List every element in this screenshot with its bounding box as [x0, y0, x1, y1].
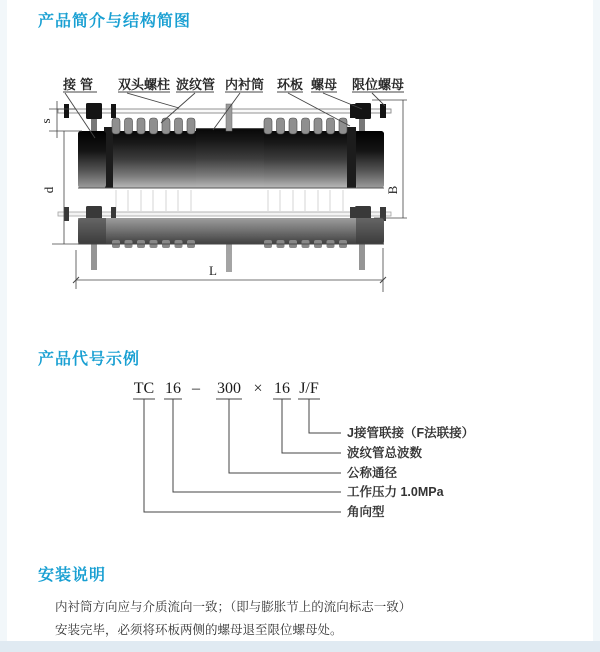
joint-body-mirror	[58, 190, 391, 272]
callout-connection: J接管联接（F法联接）	[347, 426, 475, 440]
tie-rod	[58, 109, 391, 113]
part-label-xianweiluomu: 限位螺母	[352, 77, 405, 92]
code-token-connection: J/F	[299, 380, 319, 397]
joint-body	[78, 127, 384, 188]
part-label-jieguan: 接管	[63, 77, 98, 92]
part-label-luomu: 螺母	[311, 77, 338, 92]
code-token-series: TC	[133, 380, 155, 397]
installation-notes	[55, 596, 565, 642]
dim-s: s	[38, 118, 53, 124]
page-right-margin	[593, 0, 600, 652]
callout-nominal-diameter: 公称通径	[347, 466, 398, 480]
dim-d: d	[41, 186, 56, 194]
part-label-huanban: 环板	[277, 77, 304, 92]
part-label-neichentong: 内衬筒	[225, 77, 265, 92]
part-label-bowenguan: 波纹管	[176, 77, 216, 92]
dim-L: L	[209, 263, 217, 278]
code-token-waves: 16	[274, 380, 290, 397]
section-title-installation: 安装说明	[38, 567, 107, 584]
section-title-structure: 产品简介与结构简图	[38, 13, 192, 30]
callout-angular-type: 角向型	[347, 505, 385, 519]
code-token-pressure: 16	[165, 380, 181, 397]
installation-note-line2: 安装完毕，必须将环板两侧的螺母退至限位螺母处。	[55, 623, 343, 637]
product-code-callout	[0, 372, 600, 532]
pipe-end-left	[78, 131, 106, 188]
callout-wave-count: 波纹管总波数	[347, 446, 423, 460]
section-title-code-example: 产品代号示例	[38, 351, 141, 368]
expansion-joint-diagram	[0, 68, 460, 300]
page-bottom-margin	[0, 641, 600, 652]
code-token-diameter: 300	[217, 380, 241, 397]
code-token-times: ×	[253, 380, 263, 397]
ring-plate-right	[347, 127, 356, 188]
nut	[355, 103, 371, 119]
installation-note-line1: 内衬筒方向应与介质流向一致；（即与膨胀节上的流向标志一致）	[55, 600, 412, 614]
part-label-shuangtouluozhu: 双头螺柱	[118, 77, 171, 92]
code-token-dash: –	[192, 380, 200, 397]
pipe-end-right	[356, 131, 384, 188]
code-callout-lines	[144, 399, 341, 512]
limit-nut	[380, 104, 386, 118]
inner-liner-section	[196, 129, 264, 188]
callout-working-pressure: 工作压力 1.0MPa	[347, 485, 444, 499]
dim-B: B	[385, 185, 400, 195]
